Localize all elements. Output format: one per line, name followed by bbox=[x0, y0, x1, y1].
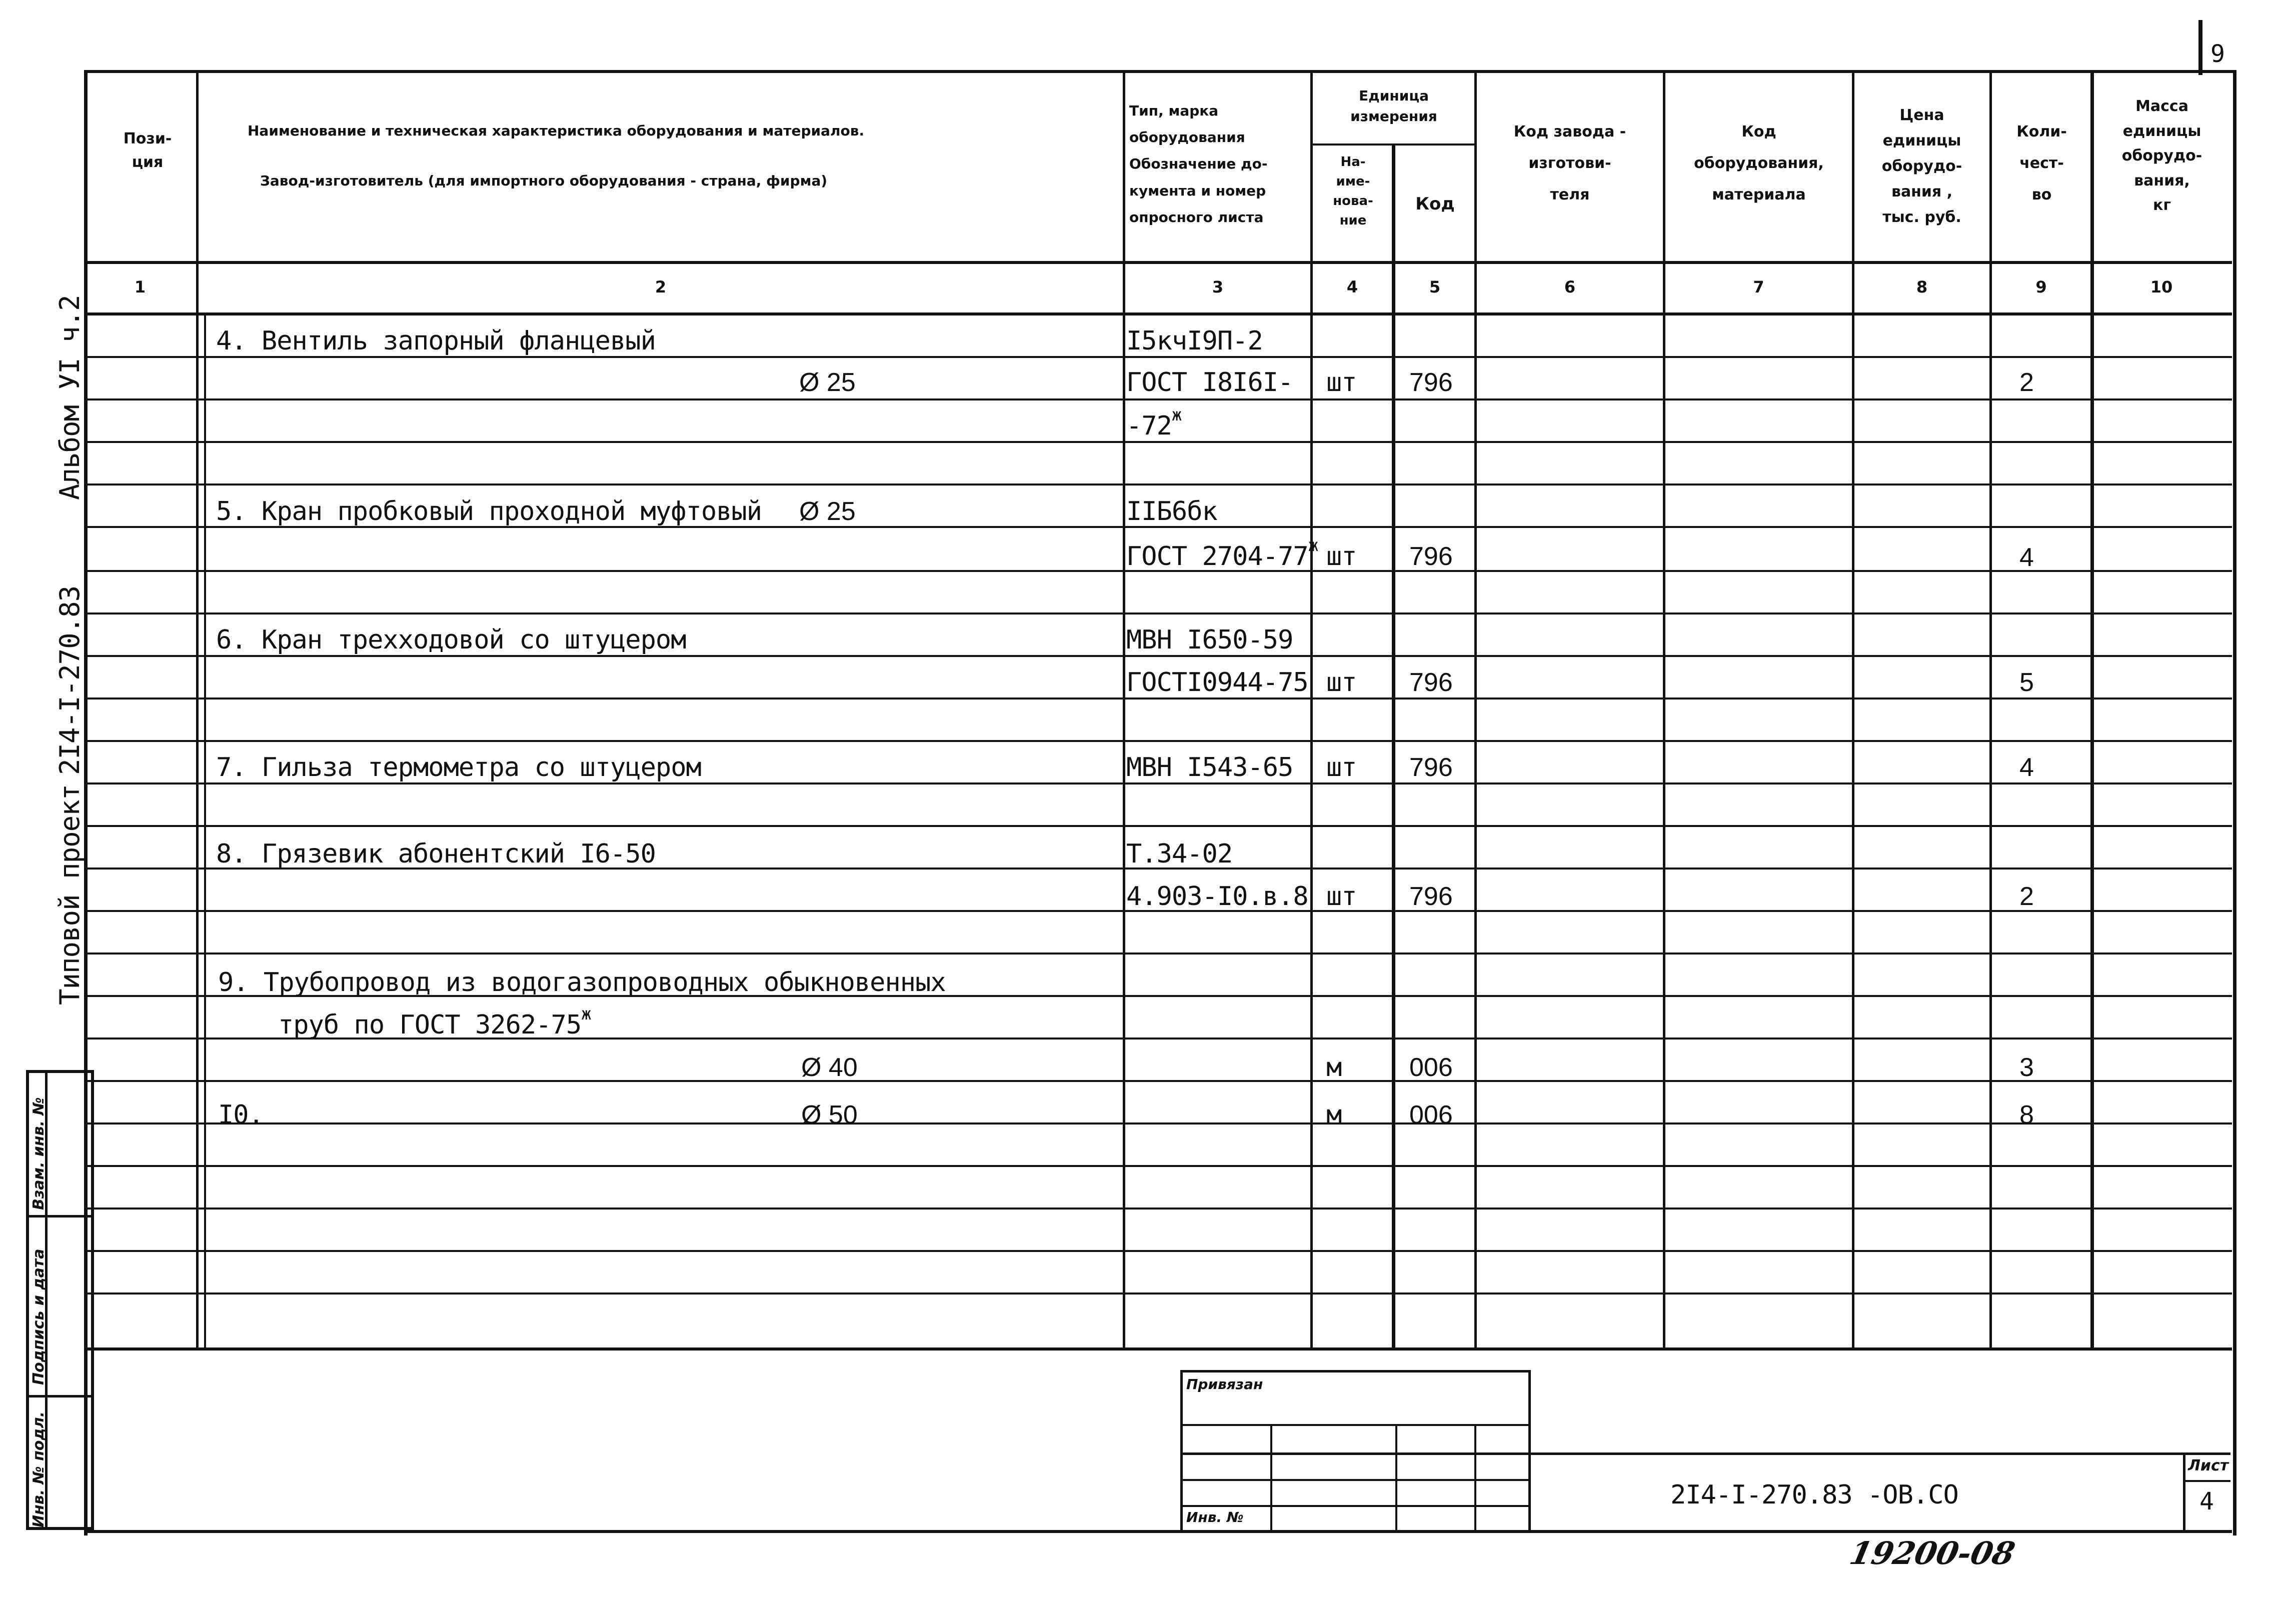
tb-inv-no: Инв. № bbox=[1186, 1509, 1244, 1526]
stamp-divider bbox=[26, 1395, 94, 1398]
item-quantity: 4 bbox=[2019, 753, 2034, 782]
row-line bbox=[84, 740, 2232, 742]
item-unit-code: 796 bbox=[1409, 753, 1453, 782]
column-number-divider bbox=[84, 312, 2232, 316]
tb-line bbox=[1395, 1424, 1397, 1532]
item-name: I0. bbox=[218, 1100, 264, 1130]
col-num-2: 2 bbox=[655, 278, 667, 296]
row-line bbox=[84, 1165, 2232, 1167]
tb-line bbox=[1474, 1424, 1476, 1532]
header-type-mark: Тип, марка оборудования Обозначение до- кумента и номер опросного листа bbox=[1129, 102, 1268, 226]
page-number-mark bbox=[2198, 20, 2202, 75]
col-line bbox=[1852, 70, 1854, 1350]
item-doc: ГОСТ $2704-77^ж$ bbox=[1126, 536, 1318, 572]
col-line bbox=[1310, 70, 1313, 1350]
stamp-vzam-inv: Взам. инв. № bbox=[30, 1097, 48, 1210]
item-quantity: 2 bbox=[2019, 368, 2034, 397]
side-label-album: Альбом УI ч.2 bbox=[54, 295, 86, 500]
tb-line bbox=[1180, 1424, 1530, 1426]
item-name-cont: труб по ГОСТ $3262-75^ж$ bbox=[278, 1004, 591, 1040]
item-name: 5. Кран пробковый проходной муфтовый bbox=[216, 496, 762, 526]
col-line bbox=[1392, 145, 1395, 1350]
row-line bbox=[84, 1292, 2232, 1294]
row-line bbox=[84, 1122, 2232, 1124]
header-factory-code: Код завода - изготови- теля bbox=[1513, 123, 1626, 204]
row-line bbox=[84, 1080, 2232, 1082]
row-line bbox=[84, 441, 2232, 443]
tb-line bbox=[2183, 1452, 2185, 1532]
header-unit-name: На- име- нова- ние bbox=[1333, 154, 1373, 228]
item-name: 6. Кран трехходовой со штуцером bbox=[216, 625, 686, 655]
item-unit-code: 006 bbox=[1409, 1100, 1453, 1130]
header-name-line2: Завод-изготовитель (для импортного оборудования - страна, фирма) bbox=[260, 172, 828, 189]
item-unit-code: 796 bbox=[1409, 368, 1453, 397]
unit-group-divider bbox=[1310, 144, 1477, 146]
item-dimension: Ø 50 bbox=[801, 1100, 858, 1130]
item-unit: шт bbox=[1326, 752, 1357, 782]
header-quantity: Коли- чест- во bbox=[2016, 123, 2067, 204]
col-line bbox=[196, 70, 199, 1350]
item-name: 9. Трубопровод из водогазопроводных обыкновенных bbox=[218, 968, 946, 998]
item-unit: шт bbox=[1326, 368, 1357, 398]
col-line bbox=[1989, 70, 1992, 1350]
item-name: 7. Гильза термометра со штуцером bbox=[216, 752, 701, 782]
col-num-3: 3 bbox=[1212, 278, 1224, 296]
item-doc: МВН I650-59 bbox=[1126, 625, 1293, 655]
tb-list-number: 4 bbox=[2199, 1488, 2213, 1516]
item-doc: 4.903-I0.в.8 bbox=[1126, 882, 1308, 912]
tb-line bbox=[1180, 1505, 1530, 1507]
page-number: 9 bbox=[2210, 40, 2224, 68]
item-dimension: Ø 25 bbox=[799, 368, 856, 397]
side-label-project-code: 2I4-I-270.83 bbox=[54, 586, 86, 775]
side-label-project-type: Типовой проект bbox=[54, 784, 86, 1005]
item-doc: ГОСТ I8I6I- bbox=[1126, 368, 1293, 398]
body-bottom-line bbox=[84, 1348, 2232, 1350]
tb-line bbox=[1180, 1479, 1530, 1481]
item-unit: шт bbox=[1326, 542, 1357, 572]
item-dimension: Ø 25 bbox=[799, 497, 856, 526]
item-unit: м bbox=[1326, 1100, 1342, 1130]
col-num-4: 4 bbox=[1346, 278, 1358, 296]
header-unit-code: Код bbox=[1415, 194, 1455, 214]
item-unit-code: 796 bbox=[1409, 542, 1453, 571]
row-line bbox=[84, 698, 2232, 700]
row-line bbox=[84, 484, 2232, 486]
item-unit: шт bbox=[1326, 882, 1357, 912]
header-price: Цена единицы оборудо- вания , тыс. руб. bbox=[1881, 106, 1962, 226]
row-line bbox=[84, 952, 2232, 954]
stamp-divider bbox=[26, 1215, 94, 1218]
item-doc: $-72^ж$ bbox=[1126, 405, 1182, 441]
tb-line bbox=[1270, 1424, 1272, 1532]
tb-line bbox=[2183, 1480, 2230, 1482]
col-num-8: 8 bbox=[1916, 278, 1928, 296]
col-num-1: 1 bbox=[134, 278, 146, 296]
row-line bbox=[84, 612, 2232, 614]
col-line bbox=[1123, 70, 1125, 1350]
header-unit-group: Единица измерения bbox=[1350, 88, 1437, 124]
row-line bbox=[84, 398, 2232, 400]
item-quantity: 8 bbox=[2019, 1100, 2034, 1130]
col-num-5: 5 bbox=[1429, 278, 1441, 296]
row-line bbox=[84, 825, 2232, 827]
header-divider bbox=[84, 261, 2232, 264]
row-line bbox=[84, 1208, 2232, 1210]
tb-line bbox=[1180, 1452, 2230, 1455]
col-num-6: 6 bbox=[1564, 278, 1576, 296]
tb-line bbox=[1180, 1370, 1183, 1532]
item-unit: шт bbox=[1326, 668, 1357, 698]
item-doc: Т.34-02 bbox=[1126, 839, 1233, 869]
item-quantity: 4 bbox=[2019, 543, 2034, 572]
item-name: 4. Вентиль запорный фланцевый bbox=[216, 326, 656, 356]
col-line bbox=[1474, 70, 1477, 1350]
item-quantity: 5 bbox=[2019, 668, 2034, 697]
body-margin-line bbox=[204, 315, 206, 1350]
item-doc: МВН I543-65 bbox=[1126, 752, 1293, 782]
frame-bottom bbox=[84, 1530, 2232, 1533]
header-mass: Масса единицы оборудо- вания, кг bbox=[2121, 98, 2202, 214]
header-name-line1: Наименование и техническая характеристика оборудования и материалов. bbox=[248, 122, 865, 139]
row-line bbox=[84, 655, 2232, 657]
tb-line bbox=[1180, 1370, 1530, 1372]
item-name: 8. Грязевик абонентский I6-50 bbox=[216, 839, 656, 869]
item-doc: IIБ6бк bbox=[1126, 496, 1217, 526]
item-unit-code: 796 bbox=[1409, 882, 1453, 911]
col-num-10: 10 bbox=[2150, 278, 2173, 296]
header-position: Пози- ция bbox=[123, 130, 172, 171]
tb-privyazan: Привязан bbox=[1186, 1376, 1263, 1392]
col-line bbox=[1663, 70, 1665, 1350]
item-doc: ГОСТI0944-75 bbox=[1126, 668, 1308, 698]
stamp-podpis-data: Подпись и дата bbox=[30, 1248, 48, 1385]
tb-list-label: Лист bbox=[2188, 1457, 2229, 1474]
item-dimension: Ø 40 bbox=[801, 1053, 858, 1082]
row-line bbox=[84, 1250, 2232, 1252]
col-line bbox=[2090, 70, 2094, 1350]
col-num-7: 7 bbox=[1753, 278, 1764, 296]
item-doc: I5кчI9П-2 bbox=[1126, 326, 1263, 356]
item-quantity: 3 bbox=[2019, 1053, 2034, 1082]
handwritten-number: 19200-08 bbox=[1846, 1535, 2018, 1572]
col-num-9: 9 bbox=[2035, 278, 2047, 296]
tb-doc-code: 2I4-I-270.83 -ОВ.СО bbox=[1670, 1480, 1958, 1510]
item-unit: м bbox=[1326, 1052, 1342, 1082]
tb-line bbox=[1528, 1370, 1531, 1532]
item-unit-code: 006 bbox=[1409, 1053, 1453, 1082]
row-line bbox=[84, 782, 2232, 784]
stamp-inv-podl: Инв. № подл. bbox=[30, 1411, 48, 1528]
item-quantity: 2 bbox=[2019, 882, 2034, 911]
item-unit-code: 796 bbox=[1409, 668, 1453, 697]
header-equipment-code: Код оборудования, материала bbox=[1694, 123, 1824, 204]
row-line bbox=[84, 356, 2232, 358]
